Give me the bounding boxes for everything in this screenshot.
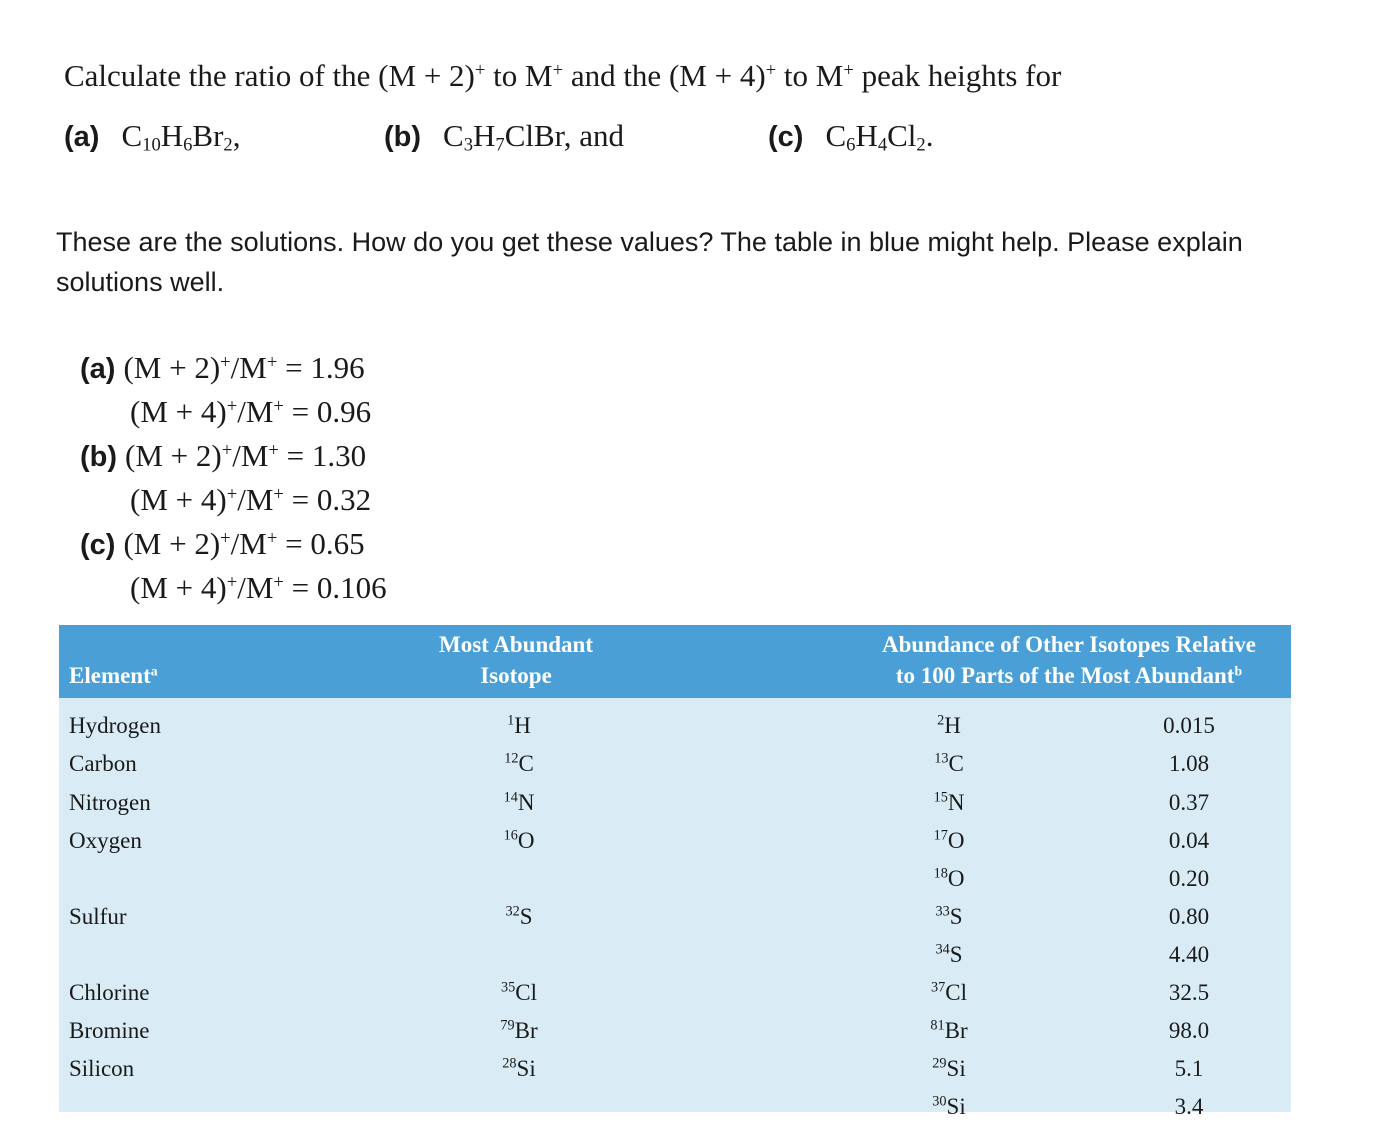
main-isotope: $^{16}$O	[503, 827, 535, 853]
solution-value: 0.65	[310, 526, 365, 561]
solution-label: (a)	[80, 353, 116, 385]
table-row	[59, 1050, 1291, 1088]
other-isotope: $^{33}$S	[935, 903, 963, 929]
footnote-b: b	[1234, 663, 1243, 679]
other-isotope: $^{37}$Cl	[931, 979, 967, 1005]
main-isotope: $^{28}$Si	[502, 1055, 536, 1081]
part-label: (a)	[64, 121, 100, 153]
element-name: Silicon	[69, 1056, 135, 1081]
main-isotope: $^{14}$N	[503, 789, 535, 815]
solution-label: (b)	[80, 441, 118, 473]
other-isotope: $^{30}$Si	[932, 1093, 966, 1119]
table-row	[59, 974, 1291, 1012]
element-name: Sulfur	[69, 904, 127, 929]
main-isotope: $^{12}$C	[504, 750, 534, 776]
abundance-value: 5.1	[1174, 1056, 1204, 1081]
main-isotope: $^1$H	[507, 712, 531, 738]
abundance-value: 4.40	[1168, 942, 1210, 967]
part-formula: $C_6H_4Cl_2$.	[825, 118, 934, 156]
other-isotope: $^2$H	[937, 712, 961, 738]
abundance-value: 1.08	[1168, 751, 1210, 776]
abundance-value: 3.4	[1174, 1094, 1204, 1119]
solution-value: 1.30	[311, 438, 367, 473]
abundance-value: 32.5	[1168, 980, 1210, 1005]
solution-c-m4: (M + 4)+/M+ = 0.106	[130, 570, 387, 605]
main-isotope: $^{32}$S	[505, 903, 533, 929]
solution-value: 0.96	[316, 394, 372, 429]
footnote-a: a	[150, 663, 158, 679]
other-isotope: $^{15}$N	[933, 789, 965, 815]
question-intro: and the (M + 4)	[563, 58, 766, 93]
part-formula: $C_3H_7ClBr$, and	[443, 118, 625, 156]
other-isotope: $^{17}$O	[933, 827, 965, 853]
main-isotope: $^{79}$Br	[500, 1017, 538, 1043]
other-isotope: $^{29}$Si	[932, 1055, 966, 1081]
table-row	[59, 822, 1291, 860]
element-name: Chlorine	[69, 980, 150, 1005]
element-name: Carbon	[69, 751, 137, 776]
element-name: Nitrogen	[69, 790, 151, 815]
table-row	[59, 1012, 1291, 1050]
table-row	[59, 1088, 1291, 1126]
header-element: Element$^a$	[69, 663, 158, 688]
solution-a-m4: (M + 4)+/M+ = 0.96	[130, 394, 372, 429]
solution-a-m2: (a) (M + 2)+/M+ = 1.96	[80, 350, 365, 385]
table-row	[59, 784, 1291, 822]
table-row	[59, 936, 1291, 974]
solution-b-m2: (b) (M + 2)+/M+ = 1.30	[80, 438, 367, 473]
abundance-value: 0.20	[1168, 866, 1210, 891]
abundance-value: 0.04	[1168, 828, 1210, 853]
isotope-table	[59, 625, 1291, 1119]
table-row	[59, 860, 1291, 898]
main-isotope: $^{35}$Cl	[501, 979, 537, 1005]
table-row	[59, 898, 1291, 936]
part-label: (c)	[768, 121, 804, 153]
header-other-isotopes: Abundance of Other Isotopes Relative to 100 Parts of the Most Abundant$^b$	[882, 632, 1256, 688]
solution-value: 1.96	[310, 350, 365, 385]
solution-c-m2: (c) (M + 2)+/M+ = 0.65	[80, 526, 365, 561]
element-name: Bromine	[69, 1018, 150, 1043]
prompt-text: These are the solutions. How do you get these values? The table in blue might help. Please explain solutions well.	[56, 227, 1243, 297]
element-name: Hydrogen	[69, 713, 161, 738]
question-intro: peak heights for	[853, 58, 1062, 93]
question-part-a	[64, 118, 240, 154]
element-name: Oxygen	[69, 828, 142, 853]
solution-b-m4: (M + 4)+/M+ = 0.32	[130, 482, 372, 517]
question-intro: to M	[776, 58, 844, 93]
table-row	[59, 707, 1291, 745]
solution-value: 0.106	[316, 570, 387, 605]
charge-sup: +	[474, 59, 486, 81]
solution-value: 0.32	[316, 482, 372, 517]
other-isotope: $^{34}$S	[935, 941, 963, 967]
other-isotope: $^{81}$Br	[930, 1017, 968, 1043]
abundance-value: 0.80	[1168, 904, 1210, 929]
abundance-value: 98.0	[1168, 1018, 1210, 1043]
charge-sup: +	[843, 59, 854, 81]
question-text	[64, 58, 1061, 94]
other-isotope: $^{18}$O	[933, 865, 965, 891]
solution-label: (c)	[80, 529, 116, 561]
question-part-b	[384, 118, 624, 154]
abundance-value: 0.015	[1163, 713, 1215, 738]
charge-sup: +	[552, 59, 564, 81]
table-row	[59, 745, 1291, 783]
question-intro: to M	[485, 58, 553, 93]
header-most-abundant: Most Abundant Isotope	[438, 632, 594, 688]
question-intro: Calculate the ratio of the (M + 2)	[64, 58, 475, 93]
charge-sup: +	[765, 59, 777, 81]
part-formula: $C_{10}H_6Br_2$,	[121, 118, 241, 156]
part-label: (b)	[384, 121, 422, 153]
question-part-c	[768, 118, 933, 154]
abundance-value: 0.37	[1168, 790, 1210, 815]
other-isotope: $^{13}$C	[934, 750, 964, 776]
table-header	[59, 625, 1291, 698]
